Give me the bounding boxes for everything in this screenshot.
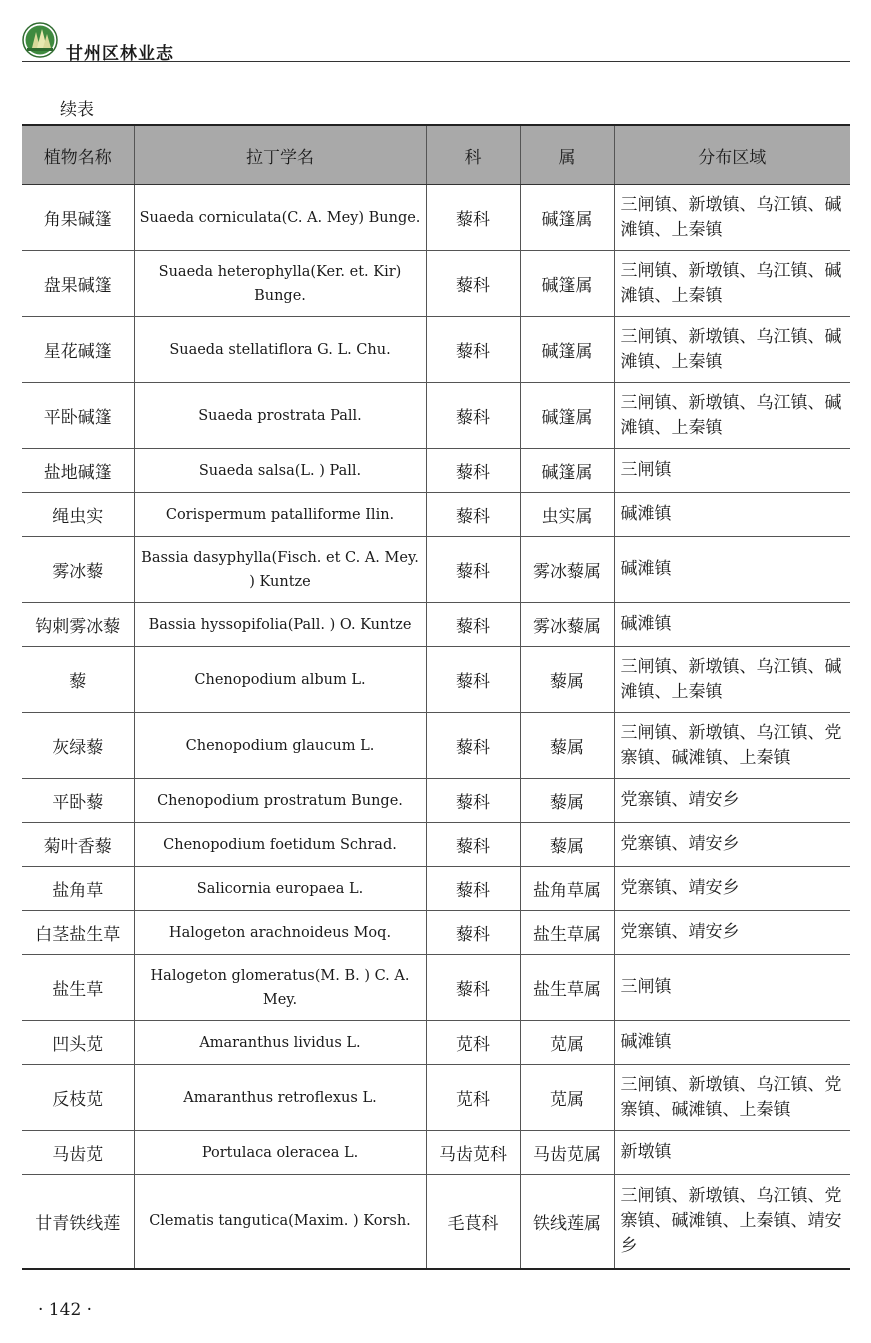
cell-region: 碱滩镇 — [614, 1021, 850, 1065]
cell-family: 苋科 — [426, 1021, 520, 1065]
cell-genus: 盐生草属 — [520, 955, 614, 1021]
cell-region: 党寨镇、靖安乡 — [614, 779, 850, 823]
column-header-latin: 拉丁学名 — [134, 125, 426, 185]
cell-latin: Suaeda stellatiflora G. L. Chu. — [134, 317, 426, 383]
cell-region: 三闸镇、新墩镇、乌江镇、碱滩镇、上秦镇 — [614, 383, 850, 449]
cell-family: 藜科 — [426, 779, 520, 823]
cell-name: 角果碱篷 — [22, 185, 134, 251]
cell-region: 三闸镇 — [614, 449, 850, 493]
header-divider — [22, 61, 850, 62]
cell-family: 毛茛科 — [426, 1175, 520, 1269]
cell-name: 钩刺雾冰藜 — [22, 603, 134, 647]
cell-family: 藜科 — [426, 955, 520, 1021]
cell-name: 绳虫实 — [22, 493, 134, 537]
cell-region: 党寨镇、靖安乡 — [614, 911, 850, 955]
cell-genus: 藜属 — [520, 823, 614, 867]
cell-latin: Bassia dasyphylla(Fisch. et C. A. Mey. ) Kuntze — [134, 537, 426, 603]
cell-region: 党寨镇、靖安乡 — [614, 823, 850, 867]
cell-latin: Chenopodium album L. — [134, 647, 426, 713]
cell-latin: Suaeda prostrata Pall. — [134, 383, 426, 449]
table-row — [22, 537, 850, 603]
cell-region: 碱滩镇 — [614, 603, 850, 647]
cell-name: 反枝苋 — [22, 1065, 134, 1131]
cell-family: 藜科 — [426, 823, 520, 867]
cell-latin: Clematis tangutica(Maxim. ) Korsh. — [134, 1175, 426, 1269]
table-row — [22, 449, 850, 493]
cell-latin: Chenopodium prostratum Bunge. — [134, 779, 426, 823]
page-header — [22, 22, 850, 62]
cell-latin: Bassia hyssopifolia(Pall. ) O. Kuntze — [134, 603, 426, 647]
cell-name: 灰绿藜 — [22, 713, 134, 779]
cell-family: 藜科 — [426, 647, 520, 713]
table-row — [22, 1175, 850, 1269]
cell-latin: Suaeda salsa(L. ) Pall. — [134, 449, 426, 493]
cell-name: 平卧藜 — [22, 779, 134, 823]
cell-name: 菊叶香藜 — [22, 823, 134, 867]
cell-genus: 碱篷属 — [520, 383, 614, 449]
table-row — [22, 823, 850, 867]
cell-latin: Chenopodium foetidum Schrad. — [134, 823, 426, 867]
book-title: 甘州区林业志 — [66, 44, 174, 64]
cell-name: 藜 — [22, 647, 134, 713]
cell-genus: 藜属 — [520, 647, 614, 713]
cell-region: 三闸镇、新墩镇、乌江镇、碱滩镇、上秦镇 — [614, 251, 850, 317]
cell-name: 星花碱篷 — [22, 317, 134, 383]
cell-family: 藜科 — [426, 251, 520, 317]
cell-region: 新墩镇 — [614, 1131, 850, 1175]
cell-latin: Amaranthus lividus L. — [134, 1021, 426, 1065]
cell-name: 马齿苋 — [22, 1131, 134, 1175]
table-row — [22, 603, 850, 647]
cell-latin: Corispermum patalliforme Ilin. — [134, 493, 426, 537]
cell-genus: 铁线莲属 — [520, 1175, 614, 1269]
cell-name: 盐角草 — [22, 867, 134, 911]
cell-genus: 雾冰藜属 — [520, 603, 614, 647]
cell-name: 白茎盐生草 — [22, 911, 134, 955]
cell-genus: 虫实属 — [520, 493, 614, 537]
column-header-name: 植物名称 — [22, 125, 134, 185]
table-row — [22, 713, 850, 779]
cell-latin: Suaeda heterophylla(Ker. et. Kir) Bunge. — [134, 251, 426, 317]
cell-region: 三闸镇、新墩镇、乌江镇、党寨镇、碱滩镇、上秦镇 — [614, 713, 850, 779]
cell-genus: 藜属 — [520, 713, 614, 779]
cell-family: 苋科 — [426, 1065, 520, 1131]
cell-name: 凹头苋 — [22, 1021, 134, 1065]
page-number: · 142 · — [38, 1300, 93, 1320]
table-row — [22, 911, 850, 955]
cell-region: 党寨镇、靖安乡 — [614, 867, 850, 911]
cell-genus: 盐生草属 — [520, 911, 614, 955]
cell-name: 盐地碱篷 — [22, 449, 134, 493]
table-caption: 续表 — [60, 100, 94, 120]
cell-genus: 碱篷属 — [520, 317, 614, 383]
table-header-row — [22, 125, 850, 185]
cell-genus: 盐角草属 — [520, 867, 614, 911]
cell-latin: Suaeda corniculata(C. A. Mey) Bunge. — [134, 185, 426, 251]
cell-region: 三闸镇、新墩镇、乌江镇、碱滩镇、上秦镇 — [614, 317, 850, 383]
column-header-genus: 属 — [520, 125, 614, 185]
column-header-region: 分布区域 — [614, 125, 850, 185]
cell-family: 藜科 — [426, 537, 520, 603]
cell-family: 藜科 — [426, 911, 520, 955]
cell-genus: 碱篷属 — [520, 449, 614, 493]
cell-latin: Portulaca oleracea L. — [134, 1131, 426, 1175]
cell-latin: Amaranthus retroflexus L. — [134, 1065, 426, 1131]
cell-name: 平卧碱篷 — [22, 383, 134, 449]
plant-table — [22, 124, 850, 1270]
cell-genus: 碱篷属 — [520, 185, 614, 251]
cell-family: 藜科 — [426, 713, 520, 779]
cell-genus: 马齿苋属 — [520, 1131, 614, 1175]
cell-region: 碱滩镇 — [614, 537, 850, 603]
cell-family: 藜科 — [426, 493, 520, 537]
table-row — [22, 185, 850, 251]
table-row — [22, 647, 850, 713]
table-row — [22, 317, 850, 383]
forest-trees-icon — [22, 22, 58, 58]
cell-genus: 藜属 — [520, 779, 614, 823]
column-header-family: 科 — [426, 125, 520, 185]
table-row — [22, 955, 850, 1021]
cell-family: 藜科 — [426, 867, 520, 911]
table-row — [22, 1065, 850, 1131]
cell-region: 三闸镇、新墩镇、乌江镇、碱滩镇、上秦镇 — [614, 647, 850, 713]
cell-latin: Salicornia europaea L. — [134, 867, 426, 911]
cell-name: 盘果碱篷 — [22, 251, 134, 317]
table-row — [22, 383, 850, 449]
cell-region: 三闸镇、新墩镇、乌江镇、碱滩镇、上秦镇 — [614, 185, 850, 251]
cell-latin: Chenopodium glaucum L. — [134, 713, 426, 779]
cell-region: 三闸镇 — [614, 955, 850, 1021]
cell-genus: 雾冰藜属 — [520, 537, 614, 603]
cell-family: 藜科 — [426, 383, 520, 449]
cell-genus: 苋属 — [520, 1021, 614, 1065]
table-row — [22, 779, 850, 823]
table-row — [22, 251, 850, 317]
cell-name: 盐生草 — [22, 955, 134, 1021]
cell-family: 马齿苋科 — [426, 1131, 520, 1175]
cell-name: 雾冰藜 — [22, 537, 134, 603]
cell-region: 碱滩镇 — [614, 493, 850, 537]
cell-genus: 碱篷属 — [520, 251, 614, 317]
table-row — [22, 1021, 850, 1065]
cell-latin: Halogeton arachnoideus Moq. — [134, 911, 426, 955]
cell-region: 三闸镇、新墩镇、乌江镇、党寨镇、碱滩镇、上秦镇 — [614, 1065, 850, 1131]
table-row — [22, 867, 850, 911]
cell-region: 三闸镇、新墩镇、乌江镇、党寨镇、碱滩镇、上秦镇、靖安乡 — [614, 1175, 850, 1269]
cell-family: 藜科 — [426, 317, 520, 383]
cell-family: 藜科 — [426, 185, 520, 251]
cell-genus: 苋属 — [520, 1065, 614, 1131]
table-row — [22, 1131, 850, 1175]
cell-family: 藜科 — [426, 603, 520, 647]
cell-latin: Halogeton glomeratus(M. B. ) C. A. Mey. — [134, 955, 426, 1021]
table-row — [22, 493, 850, 537]
cell-family: 藜科 — [426, 449, 520, 493]
cell-name: 甘青铁线莲 — [22, 1175, 134, 1269]
